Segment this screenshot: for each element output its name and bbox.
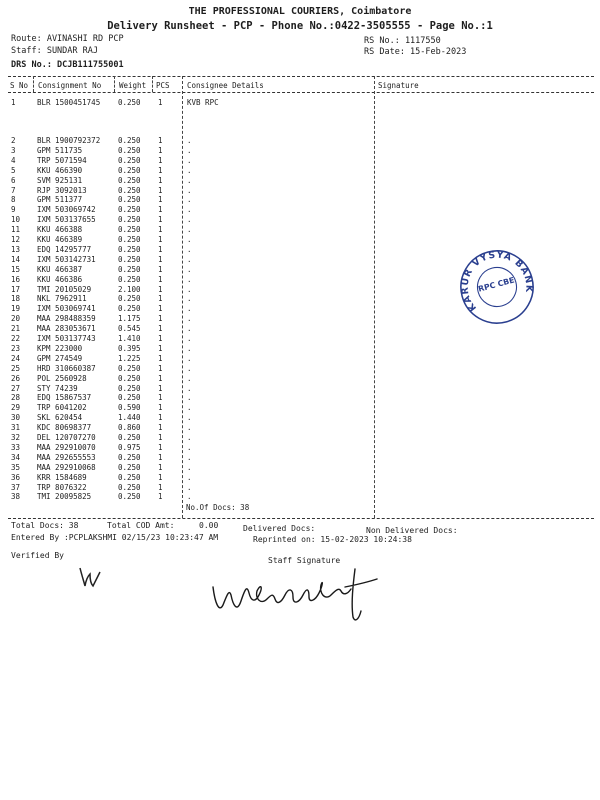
row-weight: 1.410 xyxy=(118,334,141,343)
table-row xyxy=(0,186,600,196)
row-pcs: 1 xyxy=(158,136,163,145)
row-sno: 27 xyxy=(11,383,21,393)
col-header-sno: S No xyxy=(10,81,29,90)
row-consignment-no: MAA 283053671 xyxy=(37,324,96,334)
row-sno: 19 xyxy=(11,304,21,314)
row-pcs: 1 xyxy=(158,244,163,254)
row-sno: 32 xyxy=(11,433,21,442)
row-weight: 1.440 xyxy=(118,413,141,423)
row-consignee-details: . xyxy=(187,423,192,433)
row-consignee-details: . xyxy=(187,304,192,314)
row-sno: 20 xyxy=(11,314,21,324)
row-sno: 22 xyxy=(11,334,21,343)
row-consignment-no: BLR 1500451745 xyxy=(37,98,101,107)
row-sno: 30 xyxy=(11,413,21,423)
row-weight: 0.545 xyxy=(118,324,141,334)
row-weight: 0.250 xyxy=(118,205,141,215)
row-pcs: 1 xyxy=(158,343,163,353)
table-row xyxy=(0,393,600,403)
header-bottom-rule xyxy=(8,92,594,93)
table-bottom-rule xyxy=(8,518,594,519)
verified-by: Verified By xyxy=(11,551,64,560)
row-sno: 16 xyxy=(11,274,21,284)
row-weight: 0.250 xyxy=(118,482,141,492)
row-consignment-no: POL 2560928 xyxy=(37,373,87,383)
row-pcs: 1 xyxy=(158,304,163,314)
non-delivered-docs: Non Delivered Docs: xyxy=(366,526,458,535)
row-weight: 0.590 xyxy=(118,403,141,413)
entered-by: Entered By :PCPLAKSHMI 02/15/23 10:23:47 AM xyxy=(11,533,219,542)
row-pcs: 1 xyxy=(158,433,163,442)
row-pcs: 1 xyxy=(158,472,163,482)
row-consignee-details: . xyxy=(187,403,192,413)
row-consignment-no: GPM 274549 xyxy=(37,353,83,363)
row-sno: 35 xyxy=(11,462,21,472)
row-weight: 2.100 xyxy=(118,284,141,294)
row-sno: 28 xyxy=(11,393,21,403)
row-consignment-no: GPM 511735 xyxy=(37,145,83,155)
col-header-weight: Weight xyxy=(119,81,147,90)
row-consignee-details: . xyxy=(187,165,192,175)
staff-label: Staff: SUNDAR RAJ xyxy=(11,46,98,56)
row-pcs: 1 xyxy=(158,294,163,304)
row-sno: 3 xyxy=(11,145,16,155)
row-sno: 14 xyxy=(11,254,21,264)
row-consignment-no: IXM 503137743 xyxy=(37,334,96,343)
row-pcs: 1 xyxy=(158,442,163,452)
row-sno: 2 xyxy=(11,136,16,145)
row-weight: 0.975 xyxy=(118,442,141,452)
row-consignee-details: . xyxy=(187,284,192,294)
row-weight: 0.250 xyxy=(118,383,141,393)
col-divider xyxy=(114,76,115,92)
row-consignment-no: TRP 5071594 xyxy=(37,155,87,165)
row-consignee-details: . xyxy=(187,442,192,452)
row-sno: 11 xyxy=(11,225,21,235)
row-consignment-no: KKU 466389 xyxy=(37,235,83,244)
row-pcs: 1 xyxy=(158,185,163,195)
row-weight: 0.860 xyxy=(118,423,141,433)
col-header-signature: Signature xyxy=(378,81,419,90)
runsheet-title: Delivery Runsheet - PCP - Phone No.:0422-3505555 - Page No.:1 xyxy=(107,20,493,32)
row-pcs: 1 xyxy=(158,225,163,235)
row-sno: 9 xyxy=(11,205,16,215)
delivered-docs: Delivered Docs: xyxy=(243,524,316,533)
row-sno: 34 xyxy=(11,452,21,462)
company-title: THE PROFESSIONAL COURIERS, Coimbatore xyxy=(188,6,412,17)
row-pcs: 1 xyxy=(158,98,163,107)
row-weight: 0.250 xyxy=(118,264,141,274)
row-weight: 0.250 xyxy=(118,225,141,235)
row-sno: 17 xyxy=(11,284,21,294)
row-consignee-details: . xyxy=(187,383,192,393)
row-consignment-no: BLR 1900792372 xyxy=(37,136,101,145)
row-consignment-no: TMI 20095825 xyxy=(37,492,92,502)
row-sno: 6 xyxy=(11,175,16,185)
row-consignment-no: MAA 292655553 xyxy=(37,452,96,462)
row-consignment-no: RJP 3092013 xyxy=(37,185,87,195)
row-pcs: 1 xyxy=(158,165,163,175)
row-weight: 0.250 xyxy=(118,185,141,195)
row-weight: 0.250 xyxy=(118,145,141,155)
row-sno: 8 xyxy=(11,195,16,205)
row-consignee-details: . xyxy=(187,235,192,244)
row-weight: 0.250 xyxy=(118,462,141,472)
row-consignee-details: . xyxy=(187,363,192,373)
bank-stamp xyxy=(458,248,536,326)
row-sno: 5 xyxy=(11,165,16,175)
route-label: Route: AVINASHI RD PCP xyxy=(11,34,124,44)
table-row xyxy=(0,215,600,225)
row-pcs: 1 xyxy=(158,393,163,403)
row-weight: 1.175 xyxy=(118,314,141,324)
row-pcs: 1 xyxy=(158,423,163,433)
row-consignee-details: . xyxy=(187,343,192,353)
row-consignee-details: . xyxy=(187,353,192,363)
row-consignee-details: . xyxy=(187,155,192,165)
row-sno: 13 xyxy=(11,244,21,254)
row-weight: 0.250 xyxy=(118,363,141,373)
row-sno: 31 xyxy=(11,423,21,433)
rs-date: RS Date: 15-Feb-2023 xyxy=(364,47,467,57)
row-sno: 29 xyxy=(11,403,21,413)
row-consignee-details: . xyxy=(187,393,192,403)
row-pcs: 1 xyxy=(158,363,163,373)
table-row xyxy=(0,453,600,463)
table-row xyxy=(0,423,600,433)
row-sno: 33 xyxy=(11,442,21,452)
table-top-rule xyxy=(8,76,594,77)
row-pcs: 1 xyxy=(158,264,163,274)
row-consignee-details: . xyxy=(187,294,192,304)
row-pcs: 1 xyxy=(158,195,163,205)
row-sno: 7 xyxy=(11,185,16,195)
row-consignee-details: . xyxy=(187,205,192,215)
row-consignee-details: . xyxy=(187,492,192,502)
row-consignee-details: . xyxy=(187,314,192,324)
row-consignee-details: . xyxy=(187,413,192,423)
row-pcs: 1 xyxy=(158,145,163,155)
row-pcs: 1 xyxy=(158,155,163,165)
row-weight: 0.250 xyxy=(118,294,141,304)
row-consignee-details: . xyxy=(187,145,192,155)
row-sno: 1 xyxy=(11,98,16,107)
row-pcs: 1 xyxy=(158,274,163,284)
table-row xyxy=(0,354,600,364)
col-header-pcs: PCS xyxy=(156,81,170,90)
row-sno: 36 xyxy=(11,472,21,482)
table-row xyxy=(0,195,600,205)
table-row xyxy=(0,176,600,186)
table-row xyxy=(0,374,600,384)
row-weight: 0.395 xyxy=(118,343,141,353)
table-row xyxy=(0,492,600,502)
row-pcs: 1 xyxy=(158,383,163,393)
total-cod-label: Total COD Amt: xyxy=(107,521,175,530)
row-consignment-no: IXM 503069742 xyxy=(37,205,96,215)
row-pcs: 1 xyxy=(158,205,163,215)
row-weight: 0.250 xyxy=(118,492,141,502)
verifier-initials xyxy=(76,562,106,592)
no-of-docs: No.Of Docs: 38 xyxy=(186,503,250,512)
row-consignee-details: . xyxy=(187,334,192,343)
row-consignee-details: . xyxy=(187,324,192,334)
table-row xyxy=(0,98,600,108)
table-row xyxy=(0,205,600,215)
table-row xyxy=(0,146,600,156)
row-sno: 10 xyxy=(11,215,21,225)
staff-signature-image xyxy=(205,565,385,627)
row-consignee-details: . xyxy=(187,472,192,482)
row-consignment-no: MAA 292910070 xyxy=(37,442,96,452)
row-consignee-details: . xyxy=(187,433,192,442)
row-consignee-details: . xyxy=(187,244,192,254)
row-weight: 0.250 xyxy=(118,175,141,185)
table-row xyxy=(0,483,600,493)
row-consignment-no: KKU 466387 xyxy=(37,264,83,274)
row-consignment-no: DEL 120707270 xyxy=(37,433,96,442)
row-consignee-details: . xyxy=(187,225,192,235)
drs-number: DRS No.: DCJB111755001 xyxy=(11,60,124,70)
row-weight: 0.250 xyxy=(118,136,141,145)
table-row xyxy=(0,463,600,473)
total-docs: Total Docs: 38 xyxy=(11,521,79,530)
row-weight: 0.250 xyxy=(118,195,141,205)
row-weight: 0.250 xyxy=(118,254,141,264)
table-row xyxy=(0,473,600,483)
row-pcs: 1 xyxy=(158,284,163,294)
col-divider xyxy=(33,76,34,92)
row-consignee-details: . xyxy=(187,482,192,492)
staff-signature-label: Staff Signature xyxy=(268,556,341,565)
total-cod-value: 0.00 xyxy=(199,521,219,530)
row-pcs: 1 xyxy=(158,492,163,502)
col-header-consignment: Consignment No xyxy=(38,81,102,90)
row-consignee-details: . xyxy=(187,373,192,383)
row-consignee-details: . xyxy=(187,175,192,185)
row-consignment-no: TRP 8076322 xyxy=(37,482,87,492)
row-consignment-no: MAA 292910068 xyxy=(37,462,96,472)
table-row xyxy=(0,364,600,374)
row-consignee-details: . xyxy=(187,274,192,284)
row-weight: 0.250 xyxy=(118,274,141,284)
row-consignment-no: KKU 466388 xyxy=(37,225,83,235)
row-consignee-details: . xyxy=(187,185,192,195)
row-weight: 0.250 xyxy=(118,235,141,244)
row-consignee-details: . xyxy=(187,215,192,225)
row-weight: 1.225 xyxy=(118,353,141,363)
row-weight: 0.250 xyxy=(118,244,141,254)
row-consignment-no: SVM 925131 xyxy=(37,175,83,185)
row-consignment-no: TRP 6041202 xyxy=(37,403,87,413)
row-sno: 18 xyxy=(11,294,21,304)
row-consignment-no: MAA 298488359 xyxy=(37,314,96,324)
row-consignee-details: KVB RPC xyxy=(187,98,219,107)
row-pcs: 1 xyxy=(158,314,163,324)
row-consignment-no: KRR 1584689 xyxy=(37,472,87,482)
row-weight: 0.250 xyxy=(118,373,141,383)
table-row xyxy=(0,403,600,413)
row-pcs: 1 xyxy=(158,353,163,363)
table-row xyxy=(0,235,600,245)
row-pcs: 1 xyxy=(158,324,163,334)
row-pcs: 1 xyxy=(158,254,163,264)
row-pcs: 1 xyxy=(158,373,163,383)
row-consignee-details: . xyxy=(187,136,192,145)
row-pcs: 1 xyxy=(158,413,163,423)
row-sno: 38 xyxy=(11,492,21,502)
row-consignee-details: . xyxy=(187,462,192,472)
rs-number: RS No.: 1117550 xyxy=(364,36,441,46)
stamp-inner-text: RPC CBE xyxy=(477,275,516,294)
row-pcs: 1 xyxy=(158,462,163,472)
row-sno: 37 xyxy=(11,482,21,492)
row-pcs: 1 xyxy=(158,334,163,343)
row-consignment-no: EDQ 14295777 xyxy=(37,244,92,254)
row-consignee-details: . xyxy=(187,195,192,205)
table-row xyxy=(0,344,600,354)
table-row xyxy=(0,384,600,394)
row-sno: 12 xyxy=(11,235,21,244)
table-row xyxy=(0,334,600,344)
row-sno: 24 xyxy=(11,353,21,363)
row-weight: 0.250 xyxy=(118,165,141,175)
row-consignment-no: TMI 20105029 xyxy=(37,284,92,294)
row-weight: 0.250 xyxy=(118,472,141,482)
row-consignment-no: KKU 466390 xyxy=(37,165,83,175)
row-pcs: 1 xyxy=(158,403,163,413)
row-consignment-no: STY 74239 xyxy=(37,383,78,393)
row-consignment-no: IXM 503142731 xyxy=(37,254,96,264)
row-consignee-details: . xyxy=(187,254,192,264)
row-consignment-no: KDC 80698377 xyxy=(37,423,92,433)
row-pcs: 1 xyxy=(158,235,163,244)
row-weight: 0.250 xyxy=(118,98,141,107)
table-row xyxy=(0,225,600,235)
row-sno: 23 xyxy=(11,343,21,353)
row-sno: 4 xyxy=(11,155,16,165)
row-consignee-details: . xyxy=(187,264,192,274)
reprinted-on: Reprinted on: 15-02-2023 10:24:38 xyxy=(253,535,412,544)
row-weight: 0.250 xyxy=(118,155,141,165)
row-weight: 0.250 xyxy=(118,433,141,442)
table-row xyxy=(0,166,600,176)
table-row xyxy=(0,433,600,443)
table-row xyxy=(0,136,600,146)
row-weight: 0.250 xyxy=(118,304,141,314)
row-consignment-no: IXM 503137655 xyxy=(37,215,96,225)
table-row xyxy=(0,443,600,453)
table-row xyxy=(0,156,600,166)
row-sno: 15 xyxy=(11,264,21,274)
row-consignment-no: IXM 503069741 xyxy=(37,304,96,314)
row-consignment-no: GPM 511377 xyxy=(37,195,83,205)
row-consignment-no: SKL 620454 xyxy=(37,413,83,423)
table-row xyxy=(0,413,600,423)
row-sno: 21 xyxy=(11,324,21,334)
row-consignment-no: KPM 223000 xyxy=(37,343,83,353)
row-consignment-no: KKU 466386 xyxy=(37,274,83,284)
row-pcs: 1 xyxy=(158,175,163,185)
row-weight: 0.250 xyxy=(118,393,141,403)
row-sno: 25 xyxy=(11,363,21,373)
row-consignment-no: EDQ 15867537 xyxy=(37,393,92,403)
row-weight: 0.250 xyxy=(118,215,141,225)
row-pcs: 1 xyxy=(158,452,163,462)
row-sno: 26 xyxy=(11,373,21,383)
row-pcs: 1 xyxy=(158,482,163,492)
col-header-consignee: Consignee Details xyxy=(187,81,264,90)
row-consignment-no: HRD 310660387 xyxy=(37,363,96,373)
row-consignment-no: NKL 7962911 xyxy=(37,294,87,304)
row-weight: 0.250 xyxy=(118,452,141,462)
row-pcs: 1 xyxy=(158,215,163,225)
col-divider xyxy=(152,76,153,92)
stamp-outer-text: KARUR VYSYA BANK xyxy=(459,249,535,314)
row-consignee-details: . xyxy=(187,452,192,462)
